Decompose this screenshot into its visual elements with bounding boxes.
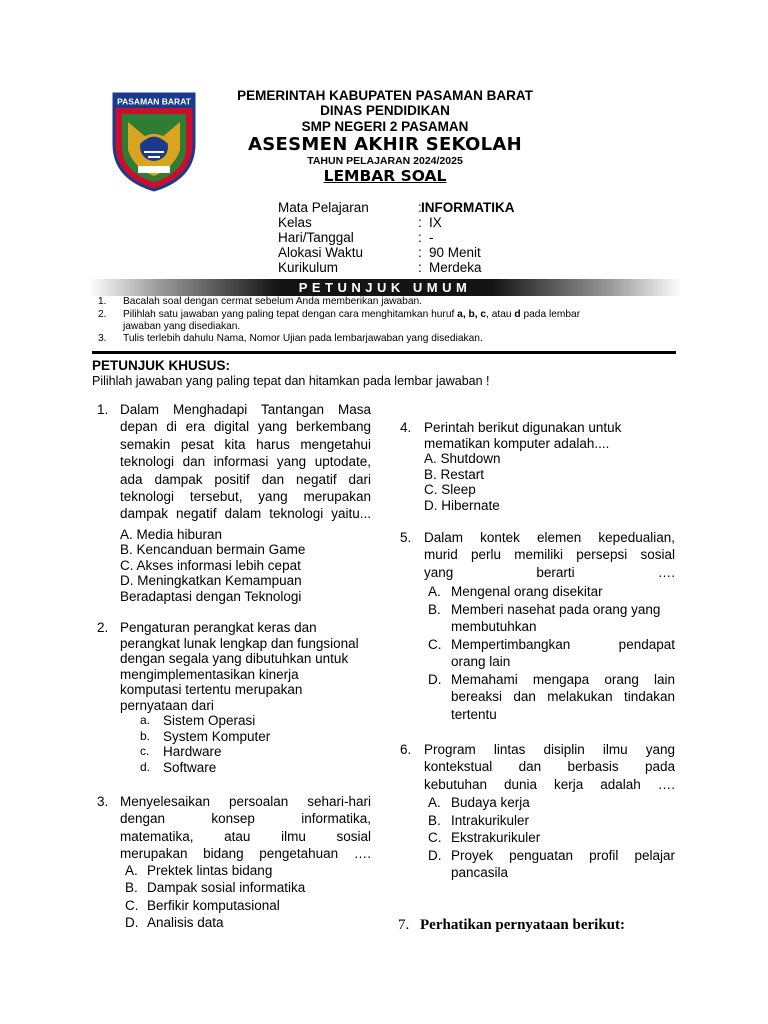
question-text: Menyelesaikan persoalan sehari-hari dengan konsep informatika, matematika, atau ilmu sosial merupakan bidang pengetahuan ….	[120, 794, 371, 862]
question-number: 3.	[97, 794, 109, 809]
meta-value: INFORMATIKA	[421, 200, 515, 215]
meta-value: IX	[429, 215, 442, 230]
meta-label: Kelas	[278, 215, 312, 230]
section-divider	[92, 351, 676, 354]
meta-separator: :	[418, 245, 422, 260]
instruction-text: Tulis terlebih dahulu Nama, Nomor Ujian pada lembarjawaban yang disediakan.	[123, 333, 483, 344]
regency-emblem	[110, 92, 198, 192]
instruction-number: 2.	[98, 309, 107, 320]
header-school: SMP NEGERI 2 PASAMAN	[301, 119, 469, 134]
question-7	[398, 917, 625, 934]
answer-option[interactable]: A. Media hiburan	[120, 527, 223, 542]
general-instructions-banner	[88, 279, 682, 296]
answer-option[interactable]: C. Sleep	[424, 482, 476, 497]
sheet-title: LEMBAR SOAL	[323, 167, 447, 185]
header-department: DINAS PENDIDIKAN	[320, 103, 450, 118]
question-number: 1.	[97, 402, 109, 417]
answer-option[interactable]: A. Shutdown	[424, 451, 501, 466]
general-instructions-title: PETUNJUK UMUM	[298, 280, 472, 295]
meta-separator: :	[418, 230, 422, 245]
question-number: 4.	[400, 420, 412, 435]
emblem-text: PASAMAN BARAT	[117, 96, 191, 107]
meta-value: 90 Menit	[429, 245, 481, 260]
exam-title: ASESMEN AKHIR SEKOLAH	[248, 134, 522, 155]
question-text: Dalam Menghadapi Tantangan Masa depan di era digital yang berkembang semakin pesat kita harus mengetahui teknologi dan informasi yang uptodate, ada dampak positif dan negatif dari teknologi tersebut, yang merupakan dampak negatif dalam teknologi yaitu...	[120, 402, 371, 522]
meta-label: Hari/Tanggal	[278, 230, 354, 245]
meta-value: Merdeka	[429, 260, 482, 275]
meta-separator: :	[418, 200, 422, 215]
instruction-number: 3.	[98, 333, 107, 344]
meta-value: -	[429, 230, 434, 245]
meta-separator: :	[418, 260, 422, 275]
meta-label: Alokasi Waktu	[278, 245, 364, 260]
answer-option[interactable]: B. Kencanduan bermain Game	[120, 542, 306, 557]
answer-option[interactable]: D. Hibernate	[424, 498, 500, 513]
question-text: Program lintas disiplin ilmu yang kontekstual dan berbasis pada kebutuhan dunia kerja adalah ….	[424, 742, 675, 792]
answer-option[interactable]: B. Restart	[424, 467, 485, 482]
meta-separator: :	[418, 215, 422, 230]
question-text: Perhatikan pernyataan berikut:	[420, 917, 626, 933]
instruction-text: Bacalah soal dengan cermat sebelum Anda memberikan jawaban.	[123, 296, 423, 307]
answer-option-continued: Beradaptasi dengan Teknologi	[120, 589, 302, 604]
specific-instructions-title: PETUNJUK KHUSUS:	[92, 358, 231, 373]
meta-label: Mata Pelajaran	[278, 200, 369, 215]
question-number: 7.	[398, 917, 410, 933]
answer-option[interactable]: D. Meningkatkan Kemampuan	[120, 573, 302, 588]
question-number: 2.	[97, 620, 109, 635]
question-number: 5.	[400, 530, 412, 545]
question-text: Dalam kontek elemen kepedualian, murid perlu memiliki persepsi sosial yang berarti ….	[424, 530, 675, 580]
specific-instructions-text: Pilihlah jawaban yang paling tepat dan hitamkan pada lembar jawaban !	[92, 374, 490, 388]
question-number: 6.	[400, 742, 412, 757]
meta-label: Kurikulum	[278, 260, 339, 275]
school-year: TAHUN PELAJARAN 2024/2025	[307, 155, 463, 167]
instruction-text: jawaban yang disediakan.	[123, 321, 241, 332]
question-text: Perintah berikut digunakan untuk mematikan komputer adalah....	[424, 420, 622, 451]
answer-option[interactable]: C. Akses informasi lebih cepat	[120, 558, 301, 573]
header-government: PEMERINTAH KABUPATEN PASAMAN BARAT	[237, 88, 533, 103]
instruction-number: 1.	[98, 296, 107, 307]
question-text: Pengaturan perangkat keras dan perangkat lunak lengkap dan fungsional dengan segala yang dibutuhkan untuk mengimplementasikan kinerja komputasi tertentu merupakan pernyataan dari	[120, 620, 359, 713]
instruction-text: Pilihlah satu jawaban yang paling tepat dengan cara menghitamkan huruf a, b, c, atau d pada lembar	[123, 309, 581, 320]
